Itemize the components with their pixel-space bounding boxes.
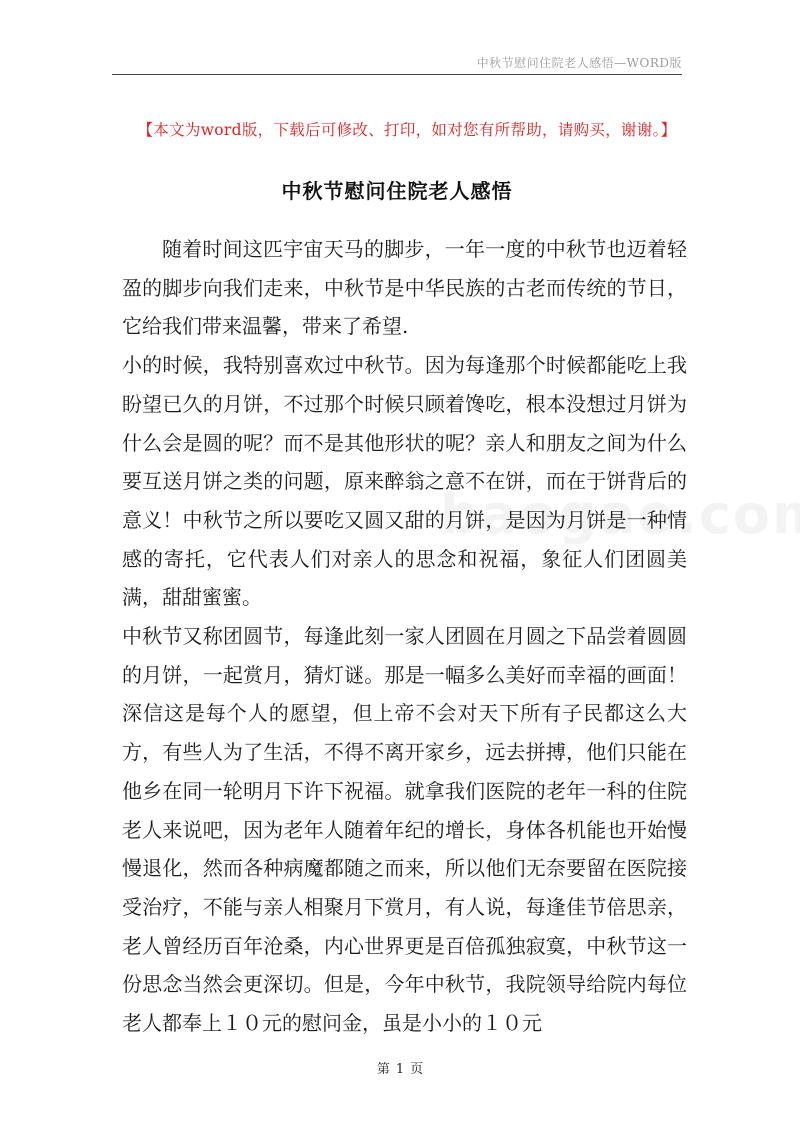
page-number: 1	[395, 1062, 405, 1077]
purchase-notice: 【本文为word版，下载后可修改、打印，如对您有所帮助，请购买，谢谢。】	[137, 121, 677, 139]
paragraph: 随着时间这匹宇宙天马的脚步，一年一度的中秋节也迈着轻盈的脚步向我们走来，中秋节是中华民族的古老而传统的节日，它给我们带来温馨，带来了希望.	[122, 237, 687, 339]
page-label-prefix: 第	[376, 1062, 390, 1077]
document-title: 中秋节慰问住院老人感悟	[281, 179, 513, 203]
page-footer	[0, 1058, 800, 1077]
paragraph: 中秋节又称团圆节，每逢此刻一家人团圆在月圆之下品尝着圆圆的月饼，一起赏月，猜灯谜。那是一幅多么美好而幸福的画面！深信这是每个人的愿望，但上帝不会对天下所有子民都这么大方，有些人为了生活，不得不离开家乡，远去拼搏，他们只能在他乡在同一轮明月下许下祝福。就拿我们医院的老年一科的住院老人来说吧，因为老年人随着年纪的增长，身体各机能也开始慢慢退化，然而各种病魔都随之而来，所以他们无奈要留在医院接受治疗，不能与亲人相聚月下赏月，有人说，每逢佳节倍思亲，老人曾经历百年沧桑，内心世界更是百倍孤独寂寞，中秋节这一份思念当然会更深切。但是，今年中秋节，我院领导给院内每位老人都奉上１０元的慰问金，虽是小小的１０元	[122, 624, 687, 1036]
page-label-suffix: 页	[410, 1062, 424, 1077]
running-header: 中秋节慰问住院老人感悟—WORD版	[476, 56, 682, 70]
document-body	[122, 230, 687, 1043]
header-divider	[112, 74, 682, 75]
paragraph: 小的时候，我特别喜欢过中秋节。因为每逢那个时候都能吃上我盼望已久的月饼，不过那个时候只顾着馋吃，根本没想过月饼为什么会是圆的呢？而不是其他形状的呢？亲人和朋友之间为什么要互送月饼之类的问题，原来醉翁之意不在饼，而在于饼背后的意义！中秋节之所以要吃又圆又甜的月饼，是因为月饼是一种情感的寄托，它代表人们对亲人的思念和祝福，象征人们团圆美满，甜甜蜜蜜。	[122, 353, 687, 610]
